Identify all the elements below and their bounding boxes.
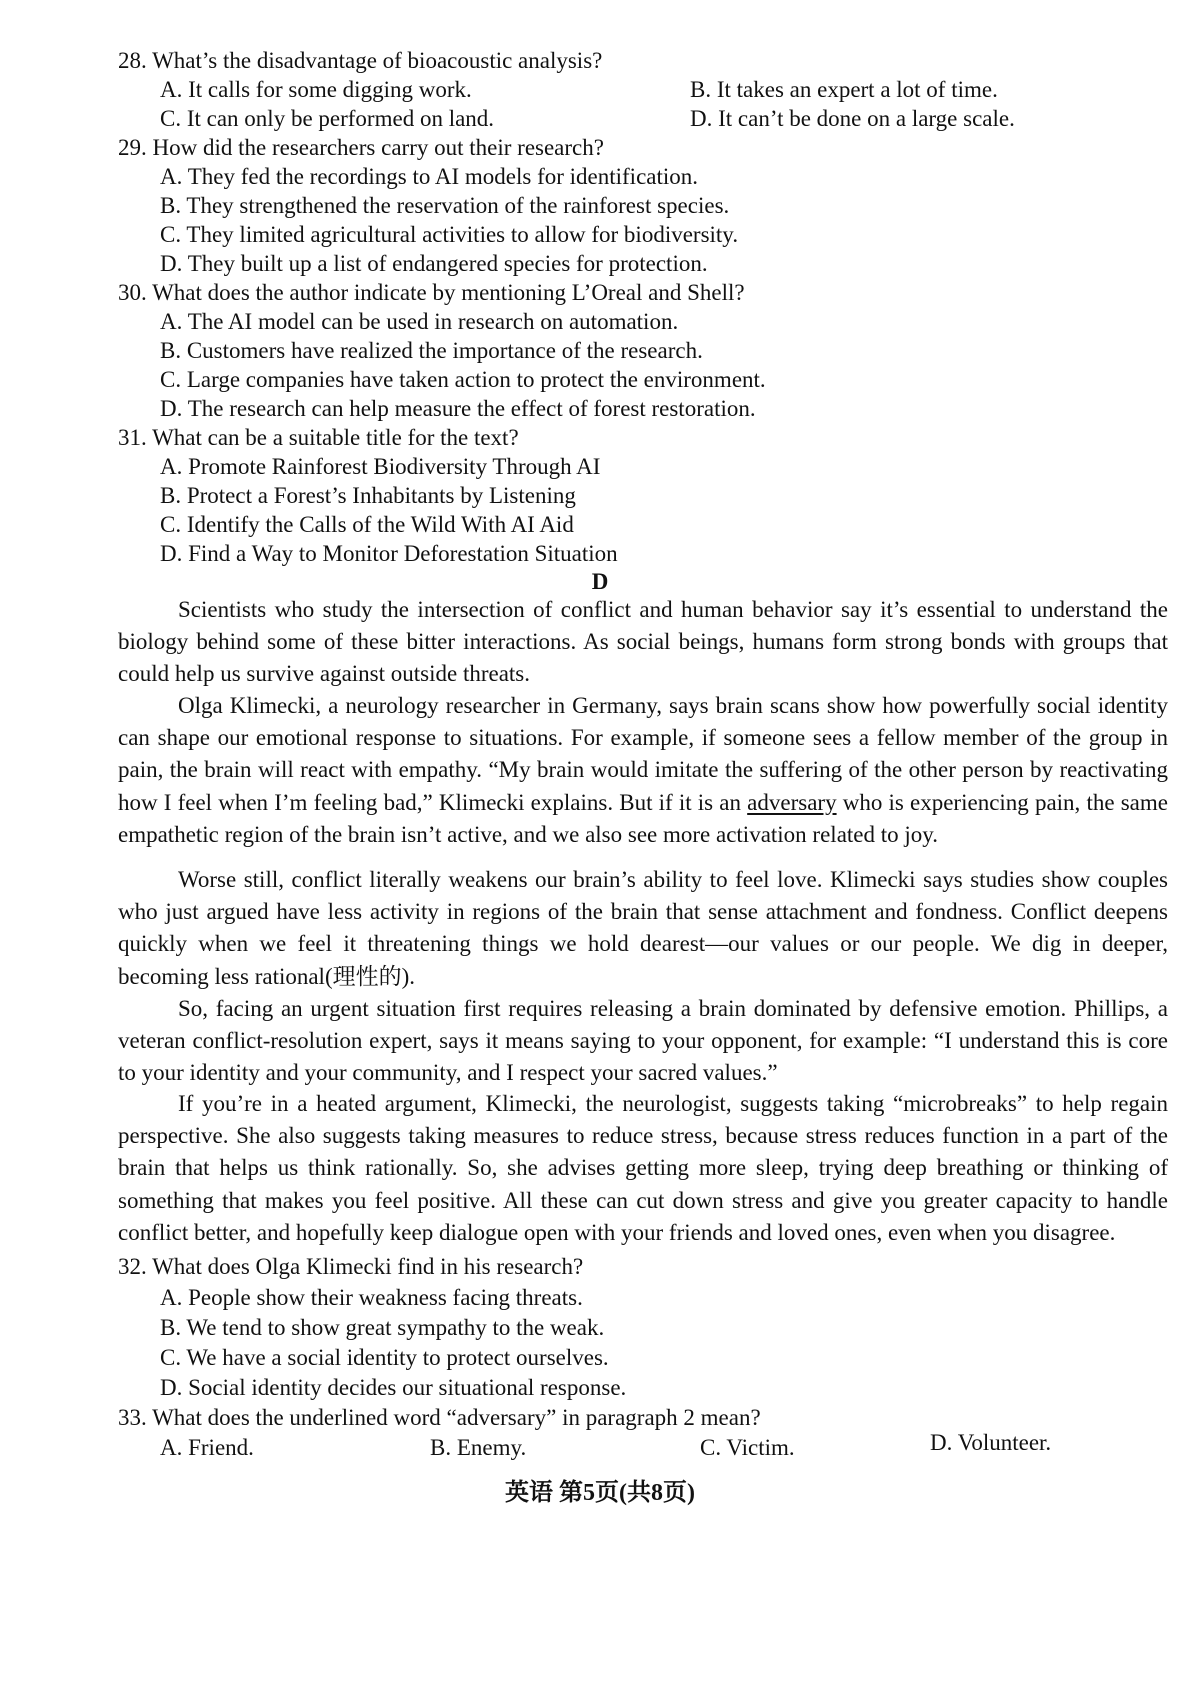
question-31-option-d: D. Find a Way to Monitor Deforestation Situation: [160, 541, 618, 566]
question-29-option-d: D. They built up a list of endangered species for protection.: [160, 251, 708, 276]
underlined-word-adversary: adversary: [747, 789, 837, 815]
question-32-stem: 32. What does Olga Klimecki find in his research?: [118, 1254, 584, 1279]
passage-paragraph-5: If you’re in a heated argument, Klimecki, the neurologist, suggests taking “microbreaks” to help regain perspective. She also suggests taking measures to reduce stress, because stress reduces function in a part of the brain that helps us think rationally. So, she advises getting more sleep, trying deep breathing or thinking of something that makes you feel positive. All these can cut down stress and give you greater capacity to handle conflict better, and hopefully keep dialogue open with your friends and loved ones, even when you disagree.: [118, 1091, 1168, 1245]
question-29-option-b: B. They strengthened the reservation of the rainforest species.: [160, 193, 730, 218]
paragraph-2-text-after: who is experiencing pain, the same empathetic region of the brain isn’t active, and we also see more activation related to joy.: [118, 789, 1168, 847]
question-28-option-b: B. It takes an expert a lot of time.: [690, 77, 998, 102]
question-30-option-b: B. Customers have realized the importance of the research.: [160, 338, 703, 363]
question-33-option-b: B. Enemy.: [430, 1435, 527, 1460]
question-29-option-c: C. They limited agricultural activities to allow for biodiversity.: [160, 222, 739, 247]
question-33-stem: 33. What does the underlined word “adversary” in paragraph 2 mean?: [118, 1405, 761, 1430]
paragraph-2-text-before: Olga Klimecki, a neurology researcher in Germany, says brain scans show how powerfully social identity can shape our emotional response to situations. For example, if someone sees a fellow member of the group in pain, the brain will react with empathy. “My brain would imitate the suffering of the other person by reactivating how I feel when I’m feeling bad,” Klimecki explains. But if it is an: [118, 693, 1168, 815]
question-31-stem: 31. What can be a suitable title for the text?: [118, 425, 519, 450]
question-32-option-d: D. Social identity decides our situational response.: [160, 1375, 627, 1400]
question-29-option-a: A. They fed the recordings to AI models for identification.: [160, 164, 699, 189]
question-28-option-c: C. It can only be performed on land.: [160, 106, 495, 131]
question-28-stem: 28. What’s the disadvantage of bioacoustic analysis?: [118, 48, 603, 73]
question-30-option-d: D. The research can help measure the effect of forest restoration.: [160, 396, 756, 421]
question-31-option-c: C. Identify the Calls of the Wild With AI Aid: [160, 512, 574, 537]
passage-paragraph-1: Scientists who study the intersection of conflict and human behavior say it’s essential to understand the biology behind some of these bitter interactions. As social beings, humans form strong bonds with groups that could help us survive against outside threats.: [118, 597, 1168, 687]
passage-paragraph-3: Worse still, conflict literally weakens our brain’s ability to feel love. Klimecki says studies show couples who just argued have less activity in regions of the brain that sense attachment and fondness. Conflict deepens quickly when we feel it threatening things we hold dearest—our values or our people. We dig in deeper, becoming less rational(理性的).: [118, 867, 1168, 989]
question-29-stem: 29. How did the researchers carry out their research?: [118, 135, 604, 160]
question-28-option-a: A. It calls for some digging work.: [160, 77, 472, 102]
passage-paragraph-4: So, facing an urgent situation first requires releasing a brain dominated by defensive emotion. Phillips, a veteran conflict-resolution expert, says it means saying to your opponent, for example: “I understand this is core to your identity and your community, and I respect your sacred values.”: [118, 996, 1168, 1086]
question-33-option-c: C. Victim.: [700, 1435, 795, 1460]
question-33-option-a: A. Friend.: [160, 1435, 254, 1460]
passage-paragraph-2: [118, 690, 1168, 851]
question-30-option-c: C. Large companies have taken action to protect the environment.: [160, 367, 766, 392]
question-33-option-d: D. Volunteer.: [930, 1430, 1052, 1455]
question-28-option-d: D. It can’t be done on a large scale.: [690, 106, 1015, 131]
question-32-option-c: C. We have a social identity to protect ourselves.: [160, 1345, 609, 1370]
question-32-option-b: B. We tend to show great sympathy to the weak.: [160, 1315, 605, 1340]
question-32-option-a: A. People show their weakness facing threats.: [160, 1285, 583, 1310]
question-31-option-b: B. Protect a Forest’s Inhabitants by Listening: [160, 483, 576, 508]
page-footer: 英语 第5页(共8页): [505, 1480, 695, 1506]
question-31-option-a: A. Promote Rainforest Biodiversity Through AI: [160, 454, 601, 479]
question-30-stem: 30. What does the author indicate by mentioning L’Oreal and Shell?: [118, 280, 745, 305]
question-30-option-a: A. The AI model can be used in research on automation.: [160, 309, 679, 334]
section-d-heading: D: [591, 569, 609, 594]
